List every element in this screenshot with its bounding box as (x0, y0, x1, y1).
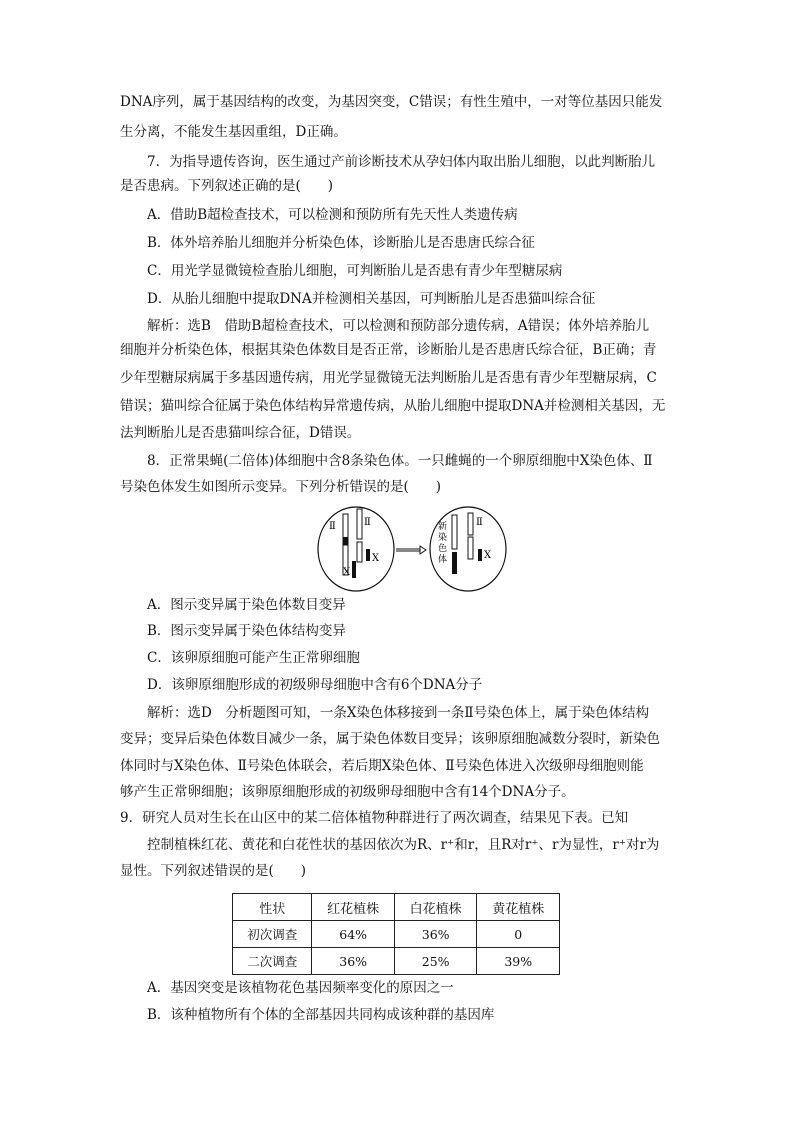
arrow-icon (396, 546, 426, 554)
question-8-option-c: C．该卵原细胞可能产生正常卵细胞 (147, 650, 360, 666)
new-chromosome-label: 新 染 色 体 (438, 522, 448, 565)
question-8-option-a: A．图示变异属于染色体数目变异 (147, 597, 346, 613)
table-header-cell: 白花植株 (394, 894, 477, 921)
question-8-stem: 8．正常果蝇(二倍体)体细胞中含8条染色体。一只雌蝇的一个卵原细胞中X染色体、Ⅱ (147, 453, 653, 469)
table-header-row (233, 894, 560, 921)
table-header-cell: 性状 (233, 894, 312, 921)
table-cell: 二次调查 (233, 948, 312, 975)
question-9-option-b: B．该种植物所有个体的全部基因共同构成该种群的基因库 (147, 1007, 495, 1023)
question-7-option-c: C．用光学显微镜检查胎儿细胞，可判断胎儿是否患有青少年型糖尿病 (147, 263, 563, 279)
chromosome-ii-label: Ⅱ (476, 517, 483, 528)
question-8-analysis: 解析：选D 分析题图可知，一条X染色体移接到一条Ⅱ号染色体上，属于染色体结构 (147, 705, 650, 721)
text-line: DNA序列，属于基因结构的改变，为基因突变，C错误；有性生殖中，一对等位基因只能发 (120, 94, 663, 110)
question-8-option-d: D．该卵原细胞形成的初级卵母细胞中含有6个DNA分子 (147, 677, 483, 693)
table-cell: 39% (477, 948, 560, 975)
survey-table (232, 893, 560, 975)
table-cell: 0 (477, 921, 560, 948)
question-8-analysis: 9．研究人员对生长在山区中的某二倍体植物种群进行了两次调查，结果见下表。已知 (120, 810, 629, 826)
question-7-analysis: 少年型糖尿病属于多基因遗传病，用光学显微镜无法判断胎儿是否患有青少年型糖尿病，C (120, 370, 657, 386)
original-cell (318, 507, 394, 591)
question-7-analysis: 错误；猫叫综合征属于染色体结构异常遗传病，从胎儿细胞中提取DNA并检测相关基因，无 (120, 398, 666, 414)
question-7-stem: 7．为指导遗传咨询，医生通过产前诊断技术从孕妇体内取出胎儿细胞，以此判断胎儿 (147, 154, 656, 170)
question-9-option-a: A．基因突变是该植物花色基因频率变化的原因之一 (147, 980, 454, 996)
question-8-option-b: B．图示变异属于染色体结构变异 (147, 623, 346, 639)
table-header-cell: 红花植株 (312, 894, 395, 921)
question-7-analysis: 解析：选B 借助B超检查技术，可以检测和预防部分遗传病，A错误；体外培养胎儿 (147, 318, 650, 334)
chromosome-ii-label: Ⅱ (329, 521, 336, 532)
question-7-analysis: 法判断胎儿是否患猫叫综合征，D错误。 (120, 425, 361, 441)
text-line: 生分离，不能发生基因重组，D正确。 (120, 124, 347, 140)
table-cell: 初次调查 (233, 921, 312, 948)
table-cell: 36% (312, 948, 395, 975)
table-cell: 25% (394, 948, 477, 975)
table-row (233, 921, 560, 948)
question-8-analysis: 够产生正常卵细胞；该卵原细胞形成的初级卵母细胞中含有14个DNA分子。 (120, 784, 575, 800)
chromosome-variation-diagram (316, 505, 516, 593)
variant-cell (430, 507, 506, 591)
question-9-stem: 显性。下列叙述错误的是( ) (120, 863, 307, 879)
chromosome-ii-label: Ⅱ (364, 517, 371, 528)
chromosome-x-label: X (343, 567, 351, 578)
table-row (233, 948, 560, 975)
question-8-analysis: 体同时与X染色体、Ⅱ号染色体联会，若后期X染色体、Ⅱ号染色体进入次级卵母细胞则能 (120, 758, 644, 774)
table-cell: 36% (394, 921, 477, 948)
table-header-cell: 黄花植株 (477, 894, 560, 921)
question-7-analysis: 细胞并分析染色体，根据其染色体数目是否正常，诊断胎儿是否患唐氏综合征，B正确；青 (120, 342, 657, 358)
chromosome-x-label: X (372, 553, 380, 564)
question-7-stem: 是否患病。下列叙述正确的是( ) (120, 178, 334, 194)
question-9-stem: 控制植株红花、黄花和白花性状的基因依次为R、r⁺和r，且R对r⁺、r为显性，r⁺对r为 (147, 837, 660, 853)
question-7-option-d: D．从胎儿细胞中提取DNA并检测相关基因，可判断胎儿是否患猫叫综合征 (147, 291, 596, 307)
question-8-stem: 号染色体发生如图所示变异。下列分析错误的是( ) (120, 479, 442, 495)
chromosome-x-label: X (484, 550, 492, 561)
question-7-option-b: B．体外培养胎儿细胞并分析染色体，诊断胎儿是否患唐氏综合征 (147, 235, 535, 251)
question-7-option-a: A．借助B超检查技术，可以检测和预防所有先天性人类遗传病 (147, 207, 518, 223)
question-8-analysis: 变异；变异后染色体数目减少一条，属于染色体数目变异；该卵原细胞减数分裂时，新染色 (120, 731, 660, 747)
table-cell: 64% (312, 921, 395, 948)
